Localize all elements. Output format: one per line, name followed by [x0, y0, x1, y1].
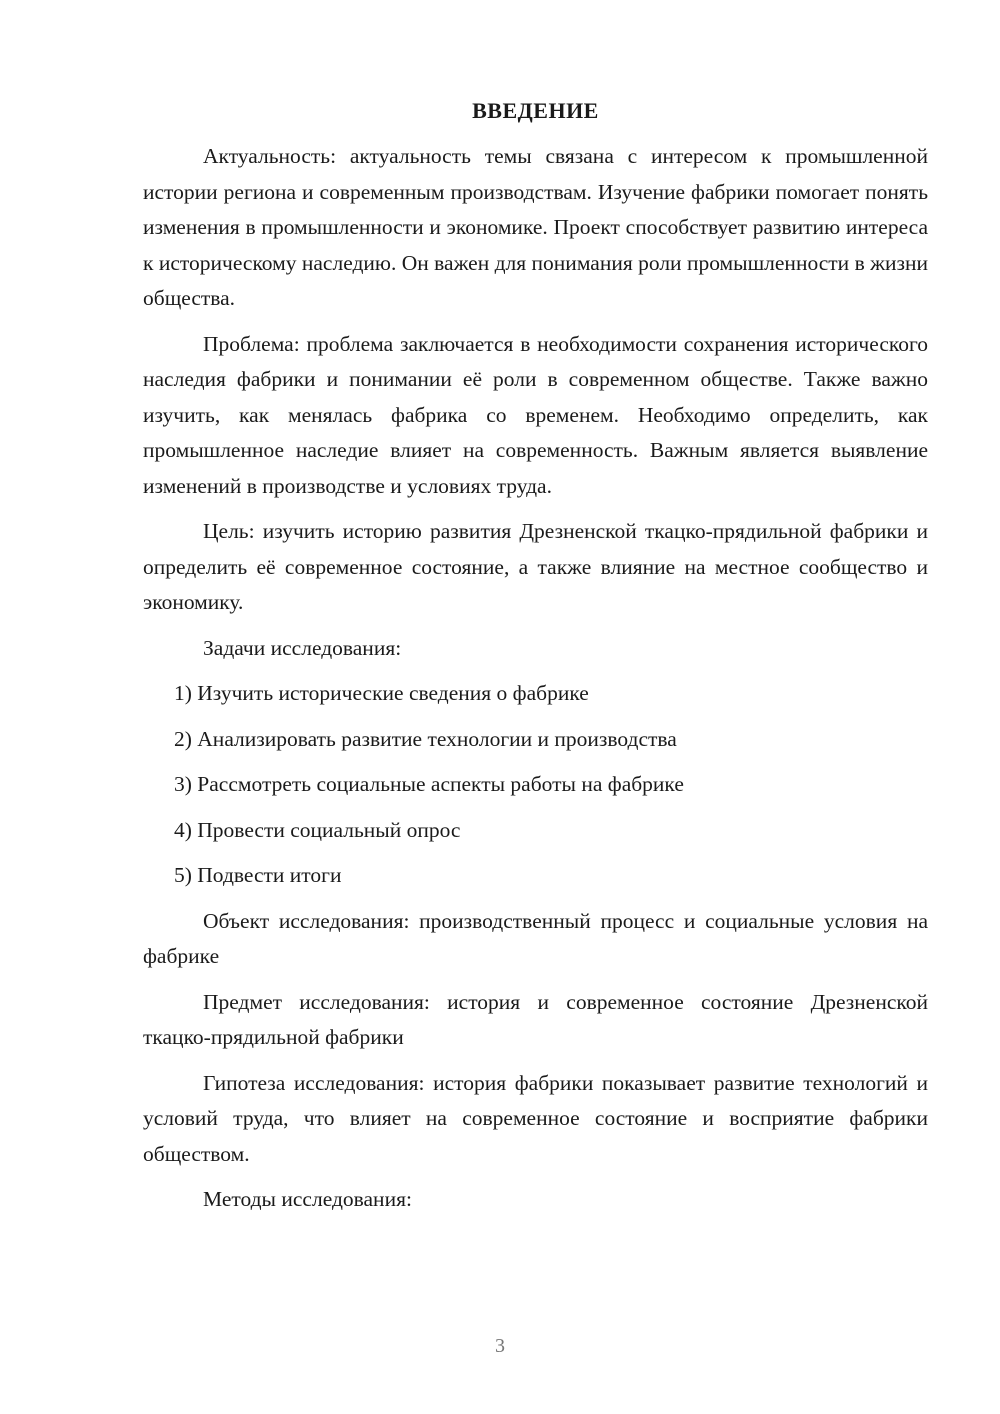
- list-item: 1) Изучить исторические сведения о фабрике: [174, 681, 589, 705]
- page-number: 3: [495, 1335, 505, 1357]
- list-item: 5) Подвести итоги: [174, 863, 342, 887]
- tasks-list: [143, 676, 928, 894]
- list-item: 4) Провести социальный опрос: [174, 817, 461, 842]
- paragraph-goal: Цель: изучить историю развития Дрезненской ткацко-прядильной фабрики и определить её современное состояние, а также влияние на местное сообщество и экономику.: [143, 519, 928, 614]
- paragraph-hypothesis: Гипотеза исследования: история фабрики показывает развитие технологий и условий труда, что влияет на современное состояние и восприятие фабрики обществом.: [143, 1070, 928, 1166]
- list-item: 3) Рассмотреть социальные аспекты работы на фабрике: [174, 772, 684, 796]
- paragraph-object: Объект исследования: производственный процесс и социальные условия на фабрике: [143, 908, 928, 968]
- tasks-heading: Задачи исследования:: [203, 635, 402, 660]
- paragraph-relevance: Актуальность: актуальность темы связана с интересом к промышленной истории региона и современным производствам. Изучение фабрики помогает понять изменения в промышленности и экономике. Проект способствует развитию интереса к историческому наследию. Он важен для понимания роли промышленности в жизни общества.: [143, 144, 928, 310]
- document-page: [143, 95, 928, 1228]
- paragraph-subject: Предмет исследования: история и современное состояние Дрезненской ткацко-прядильной фабрики: [143, 989, 928, 1049]
- paragraph-problem: Проблема: проблема заключается в необходимости сохранения исторического наследия фабрики и понимании её роли в современном обществе. Также важно изучить, как менялась фабрика со временем. Необходимо определить, как промышленное наследие влияет на современность. Важным является выявление изменений в производстве и условиях труда.: [143, 331, 928, 498]
- list-item: 2) Анализировать развитие технологии и производства: [174, 726, 677, 751]
- methods-heading: Методы исследования:: [203, 1187, 412, 1211]
- page-title: ВВЕДЕНИЕ: [472, 98, 599, 123]
